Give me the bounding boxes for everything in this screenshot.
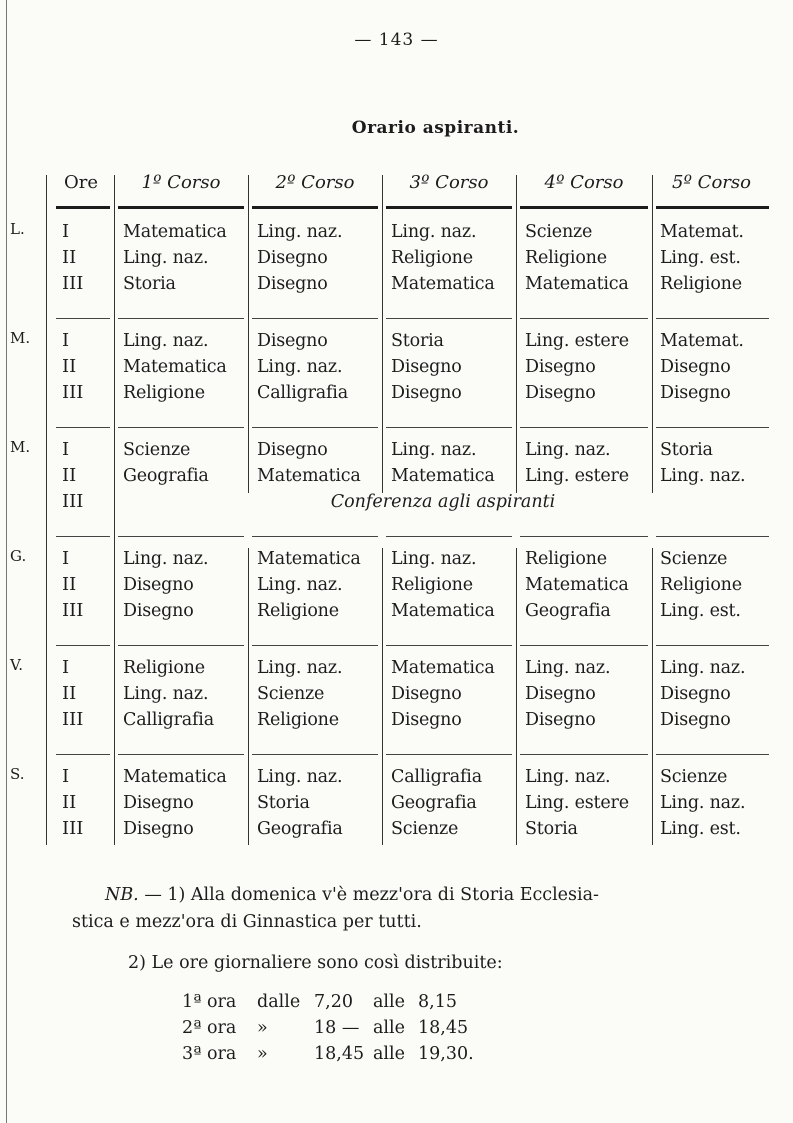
schedule-cell: Disegno	[391, 684, 462, 704]
schedule-cell: Matematica	[391, 601, 495, 621]
row-separator	[656, 645, 769, 646]
schedule-cell: Disegno	[257, 248, 328, 268]
schedule-cell: Ling. naz.	[525, 767, 611, 787]
schedule-cell: Ling. naz.	[123, 331, 209, 351]
schedule-cell: Ling. estere	[525, 466, 629, 486]
dist-dalle: dalle	[257, 992, 301, 1012]
row-separator	[56, 536, 110, 537]
schedule-cell: Matematica	[123, 357, 227, 377]
dist-dalle: »	[257, 1044, 268, 1064]
schedule-cell: Disegno	[660, 684, 731, 704]
schedule-cell: Religione	[123, 658, 205, 678]
page-title: Orario aspiranti.	[351, 118, 520, 138]
nb-label: NB.	[105, 885, 139, 905]
row-separator	[118, 318, 244, 319]
schedule-cell: Disegno	[257, 331, 328, 351]
schedule-cell: Calligrafia	[391, 767, 482, 787]
ore-label: III	[62, 491, 84, 512]
schedule-cell: Disegno	[525, 710, 596, 730]
ore-label: I	[62, 330, 70, 351]
schedule-cell: Religione	[660, 274, 742, 294]
dist-start: 18,45	[314, 1044, 365, 1064]
header-ore: Ore	[63, 172, 98, 193]
day-label: G.	[10, 547, 27, 565]
schedule-cell: Storia	[123, 274, 176, 294]
schedule-cell: Scienze	[257, 684, 325, 704]
schedule-cell: Matematica	[525, 575, 629, 595]
row-separator	[656, 318, 769, 319]
schedule-cell: Geografia	[525, 601, 611, 621]
schedule-cell: Religione	[391, 575, 473, 595]
day-label: V.	[10, 656, 23, 674]
row-separator	[118, 536, 244, 537]
ore-label: I	[62, 439, 70, 460]
row-separator	[386, 427, 512, 428]
day-label: M.	[10, 329, 31, 347]
row-separator	[252, 754, 378, 755]
row-separator	[118, 427, 244, 428]
header-rule	[656, 206, 769, 209]
schedule-cell: Ling. naz.	[257, 357, 343, 377]
schedule-cell: Matematica	[391, 658, 495, 678]
ore-label: II	[62, 247, 77, 268]
schedule-cell: Ling. naz.	[257, 575, 343, 595]
schedule-cell: Matematica	[525, 274, 629, 294]
header-corso-3: 3º Corso	[409, 172, 489, 193]
schedule-cell: Matemat.	[660, 331, 744, 351]
dist-alle: alle	[373, 1018, 405, 1038]
schedule-cell: Ling. naz.	[123, 684, 209, 704]
schedule-cell: Religione	[391, 248, 473, 268]
header-rule	[118, 206, 244, 209]
row-separator	[56, 427, 110, 428]
row-separator	[520, 536, 648, 537]
header-rule	[520, 206, 648, 209]
ore-label: II	[62, 356, 77, 377]
row-separator	[252, 536, 378, 537]
note-1-line-2: stica e mezz'ora di Ginnastica per tutti.	[72, 912, 422, 932]
dist-dalle: »	[257, 1018, 268, 1038]
column-line	[382, 175, 383, 493]
schedule-cell: Calligrafia	[123, 710, 214, 730]
schedule-cell: Disegno	[525, 357, 596, 377]
dist-alle: alle	[373, 992, 405, 1012]
note-2: 2) Le ore giornaliere sono così distribuite:	[128, 953, 503, 973]
schedule-cell: Ling. est.	[660, 819, 741, 839]
header-rule	[56, 206, 110, 209]
row-separator	[118, 645, 244, 646]
header-corso-1: 1º Corso	[141, 172, 221, 193]
row-separator	[520, 754, 648, 755]
column-line	[248, 175, 249, 493]
schedule-cell: Matematica	[257, 549, 361, 569]
page-edge-line	[6, 0, 7, 1123]
schedule-cell: Ling. naz.	[391, 549, 477, 569]
schedule-cell: Scienze	[660, 549, 728, 569]
schedule-cell: Disegno	[123, 601, 194, 621]
ore-label: II	[62, 792, 77, 813]
schedule-cell: Ling. naz.	[391, 440, 477, 460]
schedule-cell: Disegno	[391, 357, 462, 377]
schedule-cell: Ling. naz.	[391, 222, 477, 242]
note-1-line-1: — 1) Alla domenica v'è mezz'ora di Storia Ecclesia-	[144, 885, 599, 905]
schedule-cell: Disegno	[123, 793, 194, 813]
ore-label: III	[62, 273, 84, 294]
ore-label: I	[62, 657, 70, 678]
row-separator	[386, 536, 512, 537]
header-corso-2: 2º Corso	[275, 172, 355, 193]
schedule-cell: Calligrafia	[257, 383, 348, 403]
page-number: — 143 —	[354, 30, 439, 50]
row-separator	[386, 645, 512, 646]
header-corso-4: 4º Corso	[544, 172, 624, 193]
note-1	[105, 885, 599, 905]
schedule-cell: Matematica	[257, 466, 361, 486]
schedule-cell: Religione	[257, 710, 339, 730]
dist-start: 18 —	[314, 1018, 360, 1038]
dist-start: 7,20	[314, 992, 353, 1012]
schedule-cell: Ling. est.	[660, 248, 741, 268]
schedule-cell: Disegno	[391, 710, 462, 730]
row-separator	[656, 536, 769, 537]
schedule-cell: Ling. naz.	[525, 440, 611, 460]
schedule-cell: Ling. naz.	[123, 549, 209, 569]
ore-label: I	[62, 766, 70, 787]
column-line	[652, 175, 653, 493]
row-separator	[656, 427, 769, 428]
schedule-cell: Ling. naz.	[660, 793, 746, 813]
row-separator	[118, 754, 244, 755]
row-separator	[520, 427, 648, 428]
schedule-cell: Ling. naz.	[525, 658, 611, 678]
schedule-cell: Religione	[525, 248, 607, 268]
day-label: S.	[10, 765, 25, 783]
dist-ora: 2ª ora	[182, 1018, 237, 1038]
schedule-cell: Ling. estere	[525, 793, 629, 813]
ore-label: II	[62, 683, 77, 704]
schedule-cell: Geografia	[123, 466, 209, 486]
conferenza-note: Conferenza agli aspiranti	[330, 492, 556, 512]
schedule-cell: Religione	[257, 601, 339, 621]
dist-end: 8,15	[418, 992, 457, 1012]
dist-ora: 3ª ora	[182, 1044, 237, 1064]
ore-label: I	[62, 548, 70, 569]
schedule-cell: Storia	[660, 440, 713, 460]
ore-label: III	[62, 709, 84, 730]
ore-label: III	[62, 600, 84, 621]
schedule-cell: Ling. estere	[525, 331, 629, 351]
column-line	[652, 548, 653, 845]
schedule-cell: Disegno	[257, 274, 328, 294]
column-line	[382, 548, 383, 845]
schedule-cell: Religione	[123, 383, 205, 403]
schedule-cell: Religione	[660, 575, 742, 595]
schedule-cell: Matematica	[123, 222, 227, 242]
dist-end: 19,30.	[418, 1044, 474, 1064]
schedule-cell: Ling. est.	[660, 601, 741, 621]
ore-label: II	[62, 465, 77, 486]
header-rule	[386, 206, 512, 209]
schedule-cell: Ling. naz.	[123, 248, 209, 268]
ore-label: III	[62, 382, 84, 403]
column-line	[516, 175, 517, 493]
ore-label: III	[62, 818, 84, 839]
schedule-cell: Disegno	[123, 575, 194, 595]
schedule-cell: Ling. naz.	[257, 767, 343, 787]
row-separator	[56, 318, 110, 319]
row-separator	[252, 318, 378, 319]
schedule-cell: Disegno	[525, 684, 596, 704]
schedule-cell: Storia	[525, 819, 578, 839]
schedule-cell: Ling. naz.	[660, 658, 746, 678]
column-line	[248, 548, 249, 845]
schedule-cell: Scienze	[660, 767, 728, 787]
schedule-cell: Ling. naz.	[660, 466, 746, 486]
ore-label: II	[62, 574, 77, 595]
row-separator	[252, 427, 378, 428]
column-line	[516, 548, 517, 845]
row-separator	[386, 754, 512, 755]
schedule-cell: Scienze	[525, 222, 593, 242]
schedule-cell: Disegno	[660, 710, 731, 730]
header-corso-5: 5º Corso	[672, 172, 751, 193]
schedule-cell: Scienze	[391, 819, 459, 839]
row-separator	[656, 754, 769, 755]
schedule-cell: Disegno	[391, 383, 462, 403]
dist-ora: 1ª ora	[182, 992, 237, 1012]
schedule-cell: Scienze	[123, 440, 191, 460]
row-separator	[56, 645, 110, 646]
schedule-cell: Religione	[525, 549, 607, 569]
day-label: M.	[10, 438, 31, 456]
dist-alle: alle	[373, 1044, 405, 1064]
schedule-cell: Disegno	[660, 357, 731, 377]
row-separator	[56, 754, 110, 755]
schedule-cell: Geografia	[391, 793, 477, 813]
schedule-cell: Matemat.	[660, 222, 744, 242]
schedule-cell: Matematica	[391, 466, 495, 486]
schedule-cell: Matematica	[391, 274, 495, 294]
schedule-cell: Ling. naz.	[257, 222, 343, 242]
column-line	[46, 175, 47, 845]
row-separator	[520, 645, 648, 646]
day-label: L.	[10, 220, 25, 238]
schedule-cell: Disegno	[257, 440, 328, 460]
schedule-cell: Ling. naz.	[257, 658, 343, 678]
schedule-cell: Geografia	[257, 819, 343, 839]
row-separator	[386, 318, 512, 319]
schedule-cell: Disegno	[123, 819, 194, 839]
header-rule	[252, 206, 378, 209]
schedule-cell: Disegno	[660, 383, 731, 403]
schedule-cell: Storia	[391, 331, 444, 351]
schedule-cell: Matematica	[123, 767, 227, 787]
schedule-cell: Storia	[257, 793, 310, 813]
dist-end: 18,45	[418, 1018, 469, 1038]
ore-label: I	[62, 221, 70, 242]
row-separator	[252, 645, 378, 646]
row-separator	[520, 318, 648, 319]
schedule-cell: Disegno	[525, 383, 596, 403]
